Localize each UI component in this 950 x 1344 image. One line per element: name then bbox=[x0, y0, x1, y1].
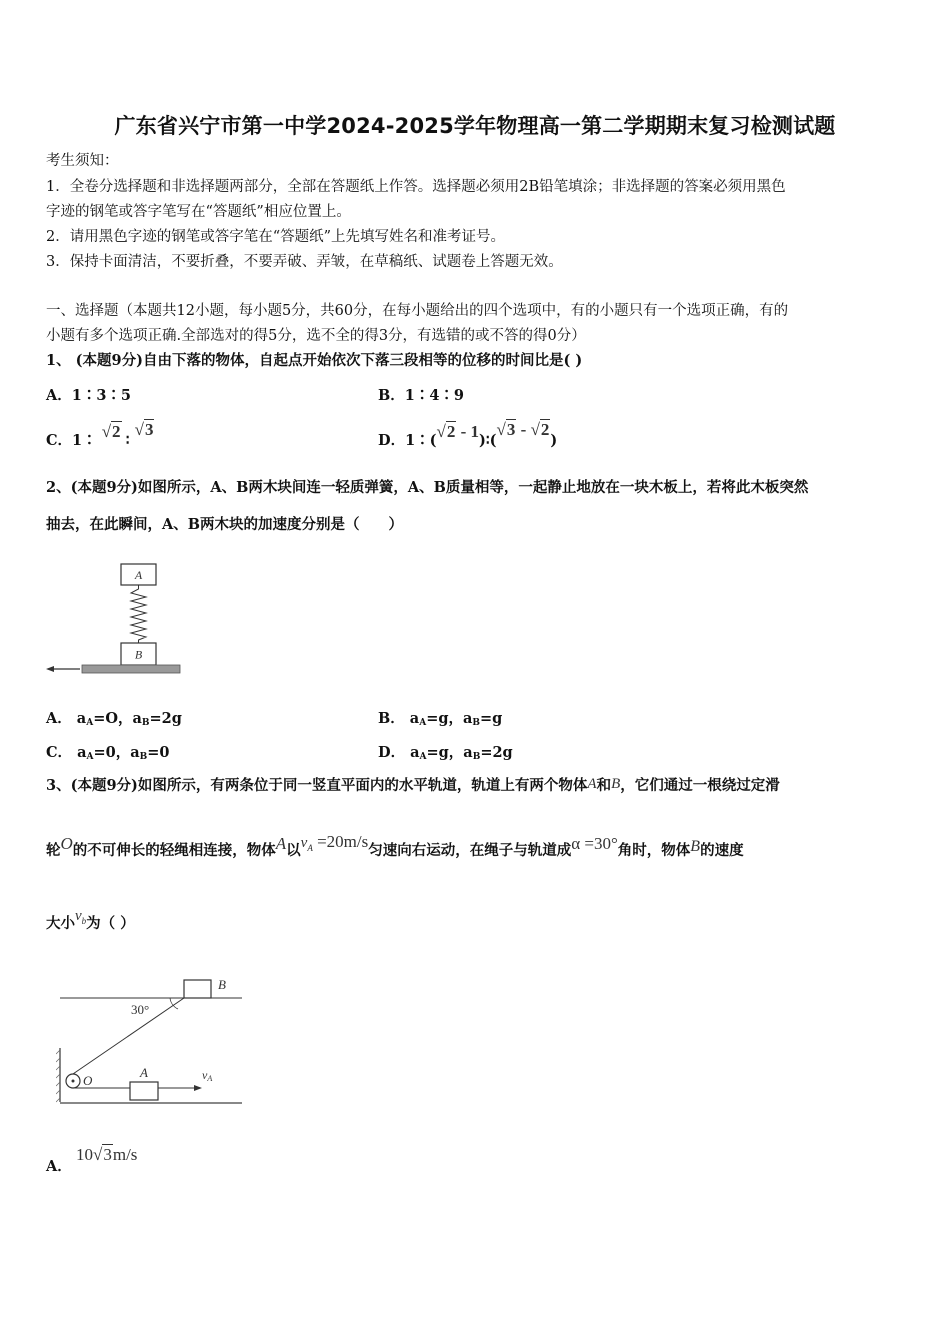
notice-heading: 考生须知： bbox=[46, 153, 119, 169]
q3-option-a-label: A． bbox=[46, 1158, 72, 1175]
q1-option-b: B．1∶4∶9 bbox=[378, 387, 465, 404]
question-3-line-2 bbox=[46, 832, 744, 866]
q3-line-2-text: 轮 bbox=[46, 842, 61, 859]
q1-option-c-radicand-1: 2 bbox=[112, 422, 121, 441]
velocity-label-sub: A bbox=[207, 1074, 213, 1083]
q1-option-a: A．1∶3∶5 bbox=[46, 387, 132, 404]
q3-var-a: A bbox=[587, 776, 597, 792]
q3-line-1-and: 和 bbox=[596, 777, 612, 794]
notice-item-3: 3．保持卡面清洁，不要折叠，不要弄破、弄皱，在草稿纸、试题卷上答题无效。 bbox=[46, 254, 563, 270]
q2-option-a-sub-2: B bbox=[141, 718, 150, 728]
notice-item-2: 2．请用黑色字迹的钢笔或答字笔在“答题纸”上先填写姓名和准考证号。 bbox=[46, 229, 506, 245]
section-heading: 一、选择题（本题共12小题，每小题5分，共60分，在每小题给出的四个选项中，有的小题只有一个选项正确，有的 bbox=[46, 303, 789, 319]
q3-line-1-text: 3、(本题9分)如图所示，有两条位于同一竖直平面内的水平轨道，轨道上有两个物体 bbox=[46, 777, 588, 794]
notice-item-1: 1．全卷分选择题和非选择题两部分，全部在答题纸上作答。选择题必须用2B铅笔填涂；非选择题的答案必须用黑色 bbox=[46, 179, 786, 195]
pulley-label: O bbox=[83, 1073, 93, 1088]
q2-option-c-mid: =0，a bbox=[93, 744, 140, 761]
question-3-line-3 bbox=[46, 908, 135, 939]
velocity-label bbox=[202, 1068, 212, 1083]
q3-angle-value: α =30° bbox=[571, 834, 618, 853]
q2-option-a-sub-1: A bbox=[86, 718, 94, 728]
q1-option-d-label: D．1∶( bbox=[378, 432, 437, 449]
q2-option-c-text: C． a bbox=[46, 744, 87, 761]
q3-option-a-unit: m/s bbox=[112, 1145, 138, 1164]
spring bbox=[131, 585, 146, 643]
q3-var-vb: v bbox=[75, 908, 82, 924]
question-1-stem: 1、 (本题9分)自由下落的物体，自起点开始依次下落三段相等的位移的时间比是( ) bbox=[46, 352, 583, 369]
q3-var-v: v bbox=[300, 835, 308, 851]
q2-option-b-mid: =g，a bbox=[426, 710, 473, 727]
q2-option-d-end: =2g bbox=[480, 744, 513, 761]
q1-option-d-radicand-2: 3 bbox=[506, 420, 516, 439]
q2-option-a-text: A． a bbox=[46, 710, 87, 727]
pull-arrow-icon bbox=[46, 666, 54, 672]
q3-var-b-2: B bbox=[690, 838, 701, 855]
q2-option-b-end: =g bbox=[479, 710, 503, 727]
q2-option-c-sub-1: A bbox=[86, 752, 94, 762]
q2-option-c-end: =0 bbox=[147, 744, 170, 761]
q3-line-2-mid-2: 匀速向右运动，在绳子与轨道成 bbox=[368, 842, 572, 859]
q2-option-b-sub-1: A bbox=[419, 718, 427, 728]
q2-option-d-text: D． a bbox=[378, 744, 420, 761]
q1-option-c-label: C．1∶ bbox=[46, 432, 97, 449]
angle-label: 30° bbox=[131, 1002, 150, 1017]
q3-line-3-end: 为（ ） bbox=[86, 915, 135, 932]
q3-option-a-radicand: 3 bbox=[103, 1145, 112, 1164]
q1-option-c-radicand-2: 3 bbox=[144, 420, 154, 439]
q1-option-c-separator: ∶ bbox=[125, 432, 130, 449]
q1-option-c: C．1∶ √2 ∶ √3 bbox=[46, 420, 154, 449]
section-heading-cont: 小题有多个选项正确.全部选对的得5分，选不全的得3分，有选错的或不答的得0分） bbox=[46, 328, 586, 344]
wooden-board bbox=[82, 665, 180, 673]
q3-line-1-end: ，它们通过一根绕过定滑 bbox=[620, 777, 780, 794]
pulley-figure bbox=[56, 972, 246, 1108]
q1-option-d-radicand-1: 2 bbox=[446, 422, 456, 441]
q1-option-d: D．1∶(√2 - 1)∶(√3 - √2) bbox=[378, 420, 558, 449]
question-2-stem-cont: 抽去，在此瞬间，A、B两木块的加速度分别是（ ） bbox=[46, 516, 404, 533]
rope-upper bbox=[70, 998, 184, 1076]
q3-line-2-mid-3: 角时，物体 bbox=[617, 842, 691, 859]
q3-var-vb-sub: b bbox=[81, 916, 87, 926]
q2-option-c bbox=[46, 743, 169, 767]
q3-option-a-value: 10√3m/s bbox=[76, 1145, 138, 1164]
q3-var-o: O bbox=[60, 834, 73, 853]
q2-option-d-mid: =g，a bbox=[426, 744, 473, 761]
q3-var-v-sub: A bbox=[307, 843, 313, 853]
q1-option-d-radicand-3: 2 bbox=[540, 420, 550, 439]
q3-option-a-coef: 10 bbox=[76, 1145, 93, 1164]
q2-option-d bbox=[378, 743, 513, 767]
lower-track bbox=[60, 1102, 242, 1104]
velocity-label-v: v bbox=[202, 1068, 208, 1082]
q3-line-2-mid-1: 的不可伸长的轻绳相连接，物体 bbox=[72, 842, 276, 859]
notice-item-1-cont: 字迹的钢笔或答字笔写在“答题纸”相应位置上。 bbox=[46, 204, 351, 220]
spring-blocks-figure bbox=[44, 560, 189, 680]
block-b-label: B bbox=[134, 647, 143, 662]
q1-option-d-separator: )∶( bbox=[479, 432, 497, 449]
question-2-stem: 2、(本题9分)如图所示，A、B两木块间连一轻质弹簧，A、B质量相等，一起静止地放在一块木板上，若将此木板突然 bbox=[46, 479, 809, 496]
q2-option-b bbox=[378, 709, 502, 733]
q2-option-a bbox=[46, 709, 182, 733]
block-b bbox=[184, 980, 211, 998]
q3-speed-value: =20m/s bbox=[312, 832, 369, 851]
page-title: 广东省兴宁市第一中学2024-2025学年物理高一第二学期期末复习检测试题 bbox=[114, 114, 836, 138]
q3-line-2-end: 的速度 bbox=[700, 842, 744, 859]
q2-option-a-mid: =O，a bbox=[93, 710, 142, 727]
question-3-line-1 bbox=[46, 776, 780, 796]
pulley-axle bbox=[72, 1080, 75, 1083]
q2-option-d-sub-1: A bbox=[419, 752, 427, 762]
q3-line-2-yi: 以 bbox=[286, 842, 301, 859]
q2-option-d-sub-2: B bbox=[472, 752, 481, 762]
q2-option-a-end: =2g bbox=[149, 710, 182, 727]
q3-var-a-2: A bbox=[275, 834, 287, 853]
q1-option-d-minus-1: - 1 bbox=[456, 422, 480, 441]
block-a-label: A bbox=[134, 568, 143, 582]
block-a bbox=[130, 1082, 158, 1100]
q1-option-d-minus-2: - bbox=[516, 420, 531, 439]
q2-option-b-text: B． a bbox=[378, 710, 420, 727]
q3-line-3-text: 大小 bbox=[46, 915, 75, 932]
block-a-label: A bbox=[140, 1065, 148, 1080]
velocity-arrow-icon bbox=[194, 1085, 202, 1091]
q1-option-d-close: ) bbox=[550, 432, 558, 449]
block-b-label: B bbox=[218, 977, 226, 992]
q2-option-b-sub-2: B bbox=[472, 718, 480, 728]
q2-option-c-sub-2: B bbox=[139, 752, 148, 762]
q3-var-b: B bbox=[611, 776, 621, 792]
